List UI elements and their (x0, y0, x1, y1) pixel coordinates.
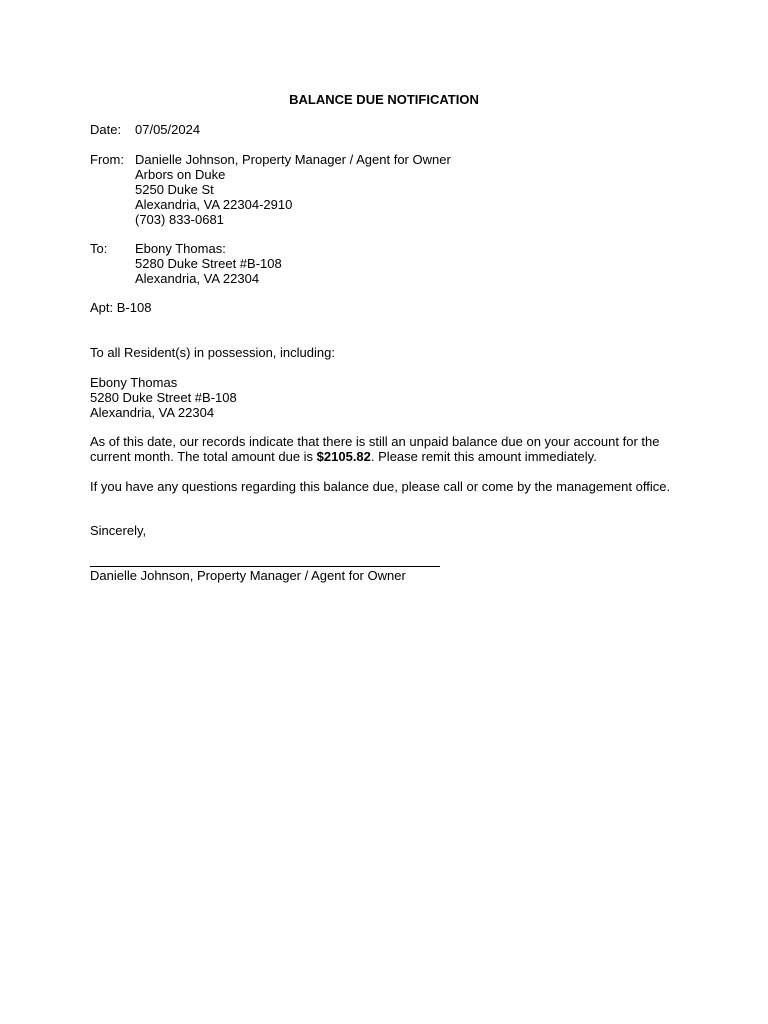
resident-line: 5280 Duke Street #B-108 (90, 390, 237, 405)
to-label: To: (90, 241, 108, 256)
balance-text-before: current month. The total amount due is (90, 449, 317, 464)
signature-name: Danielle Johnson, Property Manager / Agent for Owner (90, 568, 406, 583)
resident-line: Ebony Thomas (90, 375, 178, 390)
questions-paragraph: If you have any questions regarding this balance due, please call or come by the management office. (90, 479, 671, 494)
to-address (135, 241, 282, 286)
balance-line-2 (90, 449, 680, 464)
date-label: Date: (90, 122, 122, 137)
residents-intro: To all Resident(s) in possession, including: (90, 345, 335, 360)
balance-paragraph (90, 434, 680, 464)
balance-line-1: As of this date, our records indicate that there is still an unpaid balance due on your account for the (90, 434, 660, 449)
amount-due: $2105.82 (316, 449, 371, 464)
closing: Sincerely, (90, 523, 147, 538)
from-line: Arbors on Duke (135, 167, 226, 182)
date-value (135, 122, 200, 137)
from-line: (703) 833-0681 (135, 212, 224, 227)
resident-line: Alexandria, VA 22304 (90, 405, 215, 420)
from-line: 5250 Duke St (135, 182, 214, 197)
from-label: From: (90, 152, 124, 167)
to-line: 5280 Duke Street #B-108 (135, 256, 282, 271)
balance-text-after: . Please remit this amount immediately. (370, 449, 597, 464)
from-address (135, 152, 451, 227)
from-line: Alexandria, VA 22304-2910 (135, 197, 293, 212)
document-title: BALANCE DUE NOTIFICATION (289, 92, 479, 107)
date-text: 07/05/2024 (135, 122, 201, 137)
to-line: Alexandria, VA 22304 (135, 271, 260, 286)
signature-line (90, 566, 440, 567)
resident-address (90, 375, 237, 420)
from-line: Danielle Johnson, Property Manager / Agent for Owner (135, 152, 451, 167)
to-line: Ebony Thomas: (135, 241, 226, 256)
apartment-line: Apt: B-108 (90, 300, 152, 315)
